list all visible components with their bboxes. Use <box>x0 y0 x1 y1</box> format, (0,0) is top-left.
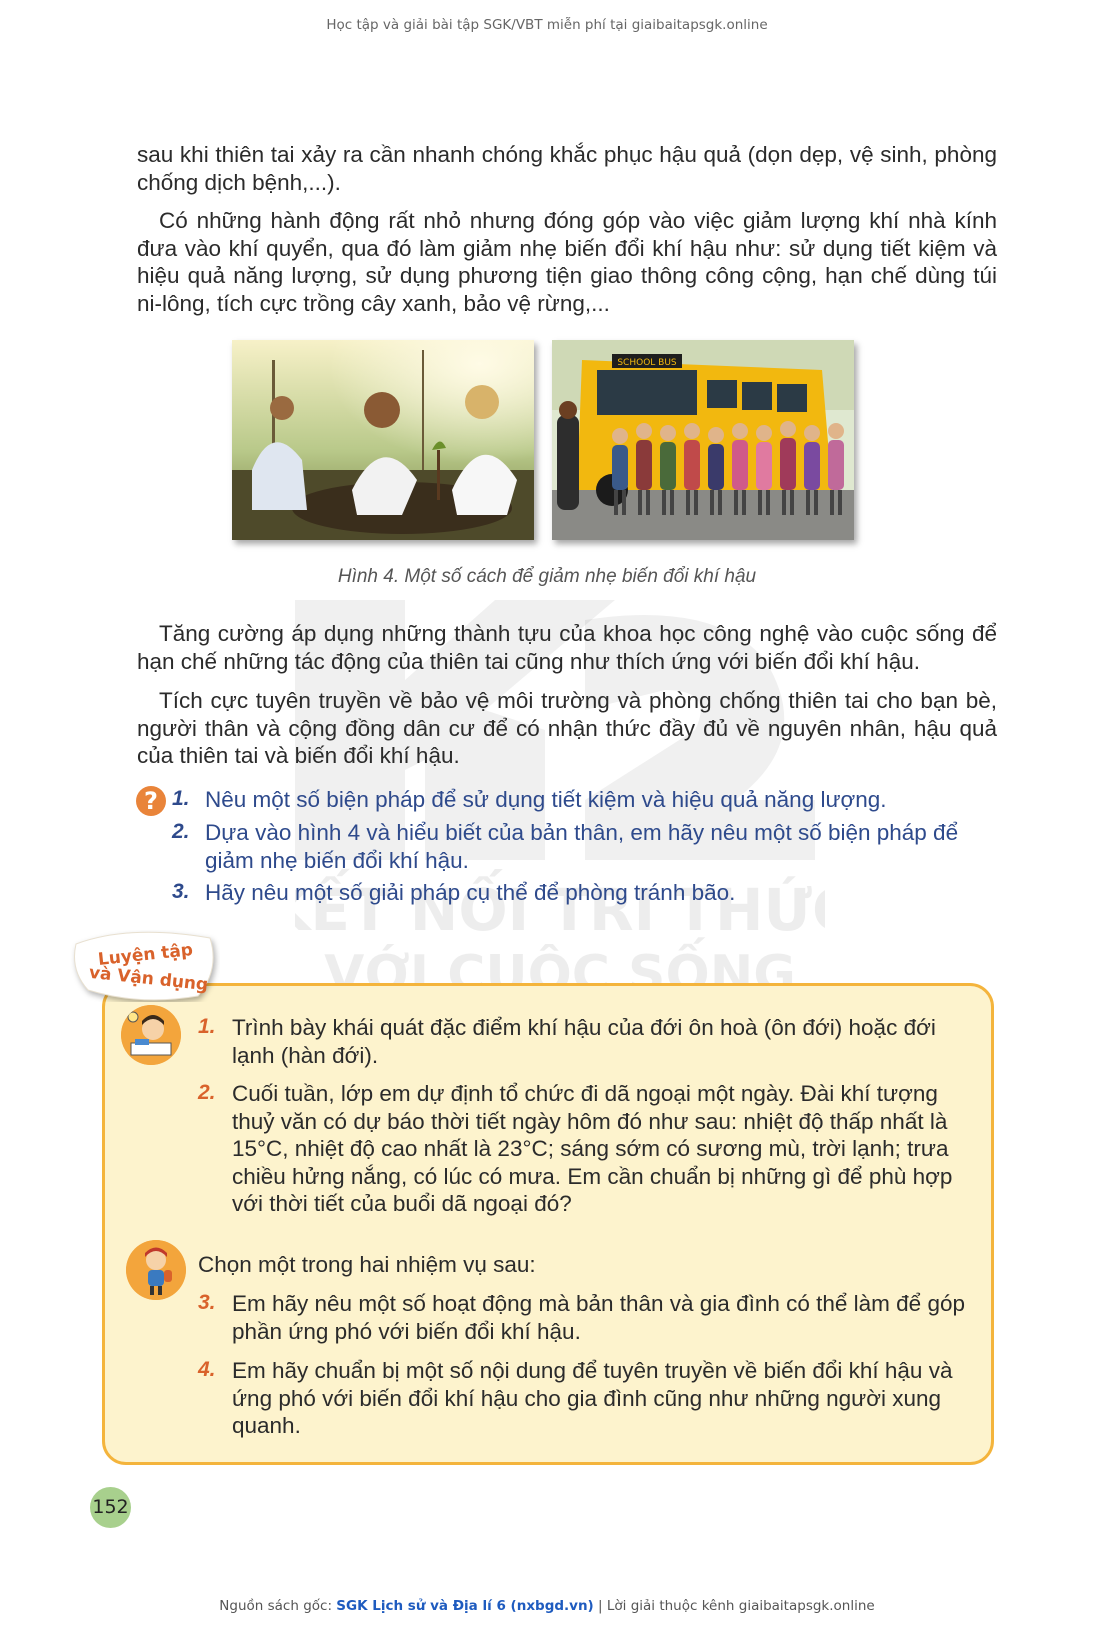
practice-tag <box>70 930 220 1002</box>
question-icon: ? <box>136 786 166 816</box>
studying-student-icon <box>121 1005 181 1065</box>
practice-item <box>198 1290 974 1345</box>
practice-number: 2. <box>198 1081 216 1104</box>
question-number: 3. <box>172 880 190 903</box>
bus-sign-text: SCHOOL BUS <box>617 358 677 368</box>
question-text: Nêu một số biện pháp để sử dụng tiết kiệm và hiệu quả năng lượng. <box>205 787 887 812</box>
page-header: Học tập và giải bài tập SGK/VBT miễn phí tại giaibaitapsgk.online <box>326 17 768 33</box>
question-number: 2. <box>172 820 190 843</box>
practice-number: 4. <box>198 1358 216 1381</box>
student-with-backpack-icon <box>126 1240 186 1300</box>
question-text: Hãy nêu một số giải pháp cụ thể để phòng tránh bão. <box>205 880 736 905</box>
photo-planting-trees <box>232 340 534 540</box>
paragraph-technology: Tăng cường áp dụng những thành tựu của khoa học công nghệ vào cuộc sống để hạn chế những tác động của thiên tai cũng như thích ứng với biến đổi khí hậu. <box>137 621 997 674</box>
page-footer <box>0 1598 1094 1614</box>
photo-school-bus <box>552 340 854 540</box>
footer-source-link[interactable]: SGK Lịch sử và Địa lí 6 (nxbgd.vn) <box>336 1598 594 1614</box>
practice-item <box>198 1357 974 1440</box>
paragraph-recovery: sau khi thiên tai xảy ra cần nhanh chóng khắc phục hậu quả (dọn dẹp, vệ sinh, phòng chống dịch bệnh,...). <box>137 142 997 195</box>
practice-text: Cuối tuần, lớp em dự định tổ chức đi dã ngoại một ngày. Đài khí tượng thuỷ văn có dự báo thời tiết ngày hôm đó như sau: nhiệt độ thấp nhất là 15°C, nhiệt độ cao nhất là 23°C; sáng sớm có sương mù, trời lạnh; trưa chiều hửng nắng, có lúc có mưa. Em cần chuẩn bị những gì để phù hợp với thời tiết của buổi dã ngoại đó? <box>232 1081 953 1216</box>
paragraph-small-actions: Có những hành động rất nhỏ nhưng đóng góp vào việc giảm lượng khí nhà kính đưa vào khí quyển, qua đó làm giảm nhẹ biến đổi khí hậu như: sử dụng tiết kiệm và hiệu quả năng lượng, sử dụng phương tiện giao thông công cộng, hạn chế dùng túi ni-lông, tích cực trồng cây xanh, bảo vệ rừng,... <box>137 208 997 316</box>
question-item <box>172 819 998 874</box>
question-text: Dựa vào hình 4 và hiểu biết của bản thân, em hãy nêu một số biện pháp để giảm nhẹ biến đổi khí hậu. <box>205 820 959 873</box>
watermark-line1: ẾT NỐI TRI THỨ <box>310 876 812 944</box>
question-item <box>172 786 998 814</box>
question-number: 1. <box>172 787 190 810</box>
footer-prefix: Nguồn sách gốc: <box>219 1598 337 1614</box>
practice-item <box>198 1080 974 1218</box>
practice-text: Em hãy nêu một số hoạt động mà bản thân và gia đình có thể làm để góp phần ứng phó với biến đổi khí hậu. <box>232 1291 965 1344</box>
practice-text: Em hãy chuẩn bị một số nội dung để tuyên truyền về biến đổi khí hậu và ứng phó với biến đổi khí hậu cho gia đình cũng như những người xung quanh. <box>232 1358 953 1438</box>
practice-choose-prompt: Chọn một trong hai nhiệm vụ sau: <box>198 1252 536 1277</box>
practice-item <box>198 1014 974 1069</box>
watermark-line2: VỚI CUỘC SỐNG <box>324 945 796 1000</box>
question-item <box>172 879 998 907</box>
practice-text: Trình bày khái quát đặc điểm khí hậu của đới ôn hoà (ôn đới) hoặc đới lạnh (hàn đới). <box>232 1015 936 1068</box>
practice-number: 3. <box>198 1291 216 1314</box>
page-number: 152 <box>90 1487 131 1528</box>
figure-caption: Hình 4. Một số cách để giảm nhẹ biến đổi khí hậu <box>337 566 757 587</box>
footer-suffix: | Lời giải thuộc kênh giaibaitapsgk.online <box>593 1598 875 1614</box>
practice-tag-line1: Luyện tập <box>97 940 194 970</box>
paragraph-propaganda: Tích cực tuyên truyền về bảo vệ môi trường và phòng chống thiên tai cho bạn bè, người thân và cộng đồng dân cư để có nhận thức đầy đủ về nguyên nhân, hậu quả của thiên tai và biến đổi khí hậu. <box>137 688 997 768</box>
practice-tag-line2: và Vận dụng <box>87 962 210 996</box>
practice-number: 1. <box>198 1015 216 1038</box>
